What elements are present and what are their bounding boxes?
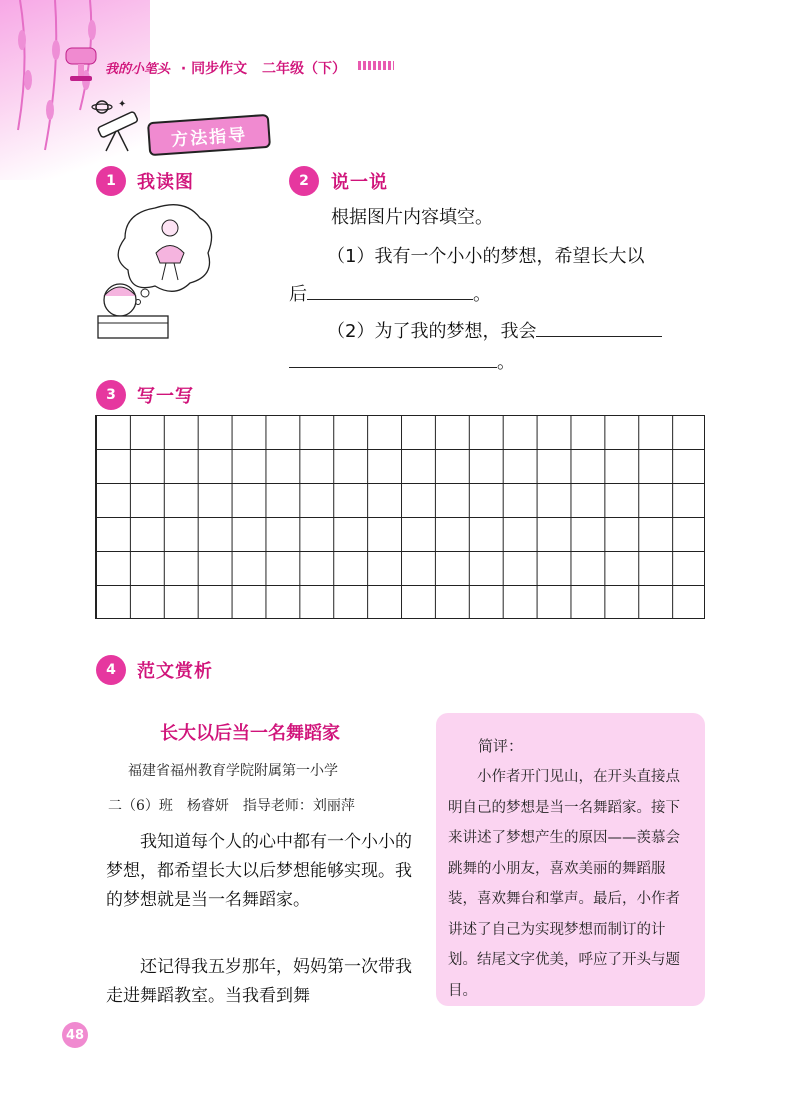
method-guide-tag: 方法指导 [147, 114, 271, 156]
say-q2-end: 。 [497, 352, 515, 373]
answer-blank-2[interactable] [536, 316, 662, 337]
answer-blank-1[interactable] [307, 279, 473, 300]
header-grade: 二年级（下） [261, 61, 346, 77]
header-stripes [358, 61, 394, 70]
essay-title: 长大以后当一名舞蹈家 [160, 723, 340, 744]
section-2-number: 2 [289, 166, 319, 196]
say-q1-end: 。 [473, 284, 491, 305]
answer-blank-3[interactable] [289, 347, 497, 368]
header-series: · 同步作文 [180, 61, 248, 77]
say-intro: 根据图片内容填空。 [331, 207, 493, 228]
say-q1-part2: 后 [289, 284, 307, 305]
say-q2-line2 [289, 347, 515, 378]
review-text: 小作者开门见山，在开头直接点明自己的梦想是当一名舞蹈家。接下来讲述了梦想产生的原因——羡慕会跳舞的小朋友，喜欢美丽的舞蹈服装，喜欢舞台和掌声。最后，小作者讲述了自己为实现梦想而制订的计划。结尾文字优美，呼应了开头与题目。 [448, 769, 680, 999]
lamp-icon [62, 40, 102, 84]
section-2-title: 说一说 [331, 172, 388, 193]
section-1-title: 我读图 [137, 172, 194, 193]
say-q1: （1）我有一个小小的梦想，希望长大以 [327, 246, 645, 267]
essay-author: 二（6）班 杨睿妍 指导老师：刘丽萍 [108, 798, 355, 814]
page-number: 48 [62, 1022, 88, 1048]
page-header [105, 58, 346, 78]
review-box [436, 713, 705, 1006]
section-3-number: 3 [96, 380, 126, 410]
say-q2 [327, 316, 662, 347]
telescope-icon [88, 95, 150, 153]
corner-decoration [0, 0, 150, 180]
say-q1-line2 [289, 279, 491, 310]
svg-text:✦: ✦ [118, 99, 127, 110]
dream-girl-illustration [90, 198, 220, 348]
say-q2-part1: （2）为了我的梦想，我会 [327, 321, 537, 342]
section-3-title: 写一写 [137, 386, 194, 407]
willow-branch-icon [0, 0, 150, 180]
essay-paragraph: 我知道每个人的心中都有一个小小的梦想，都希望长大以后梦想能够实现。我的梦想就是当一名舞蹈家。 [106, 832, 412, 910]
review-label: 简评： [478, 737, 524, 755]
writing-grid[interactable] [95, 415, 705, 619]
section-1-number: 1 [96, 166, 126, 196]
section-4-title: 范文赏析 [137, 661, 213, 682]
section-4-number: 4 [96, 655, 126, 685]
essay-school: 福建省福州教育学院附属第一小学 [128, 763, 338, 779]
header-brand: 我的小笔头 [105, 62, 171, 77]
essay-paragraph: 还记得我五岁那年，妈妈第一次带我走进舞蹈教室。当我看到舞 [106, 957, 412, 1006]
